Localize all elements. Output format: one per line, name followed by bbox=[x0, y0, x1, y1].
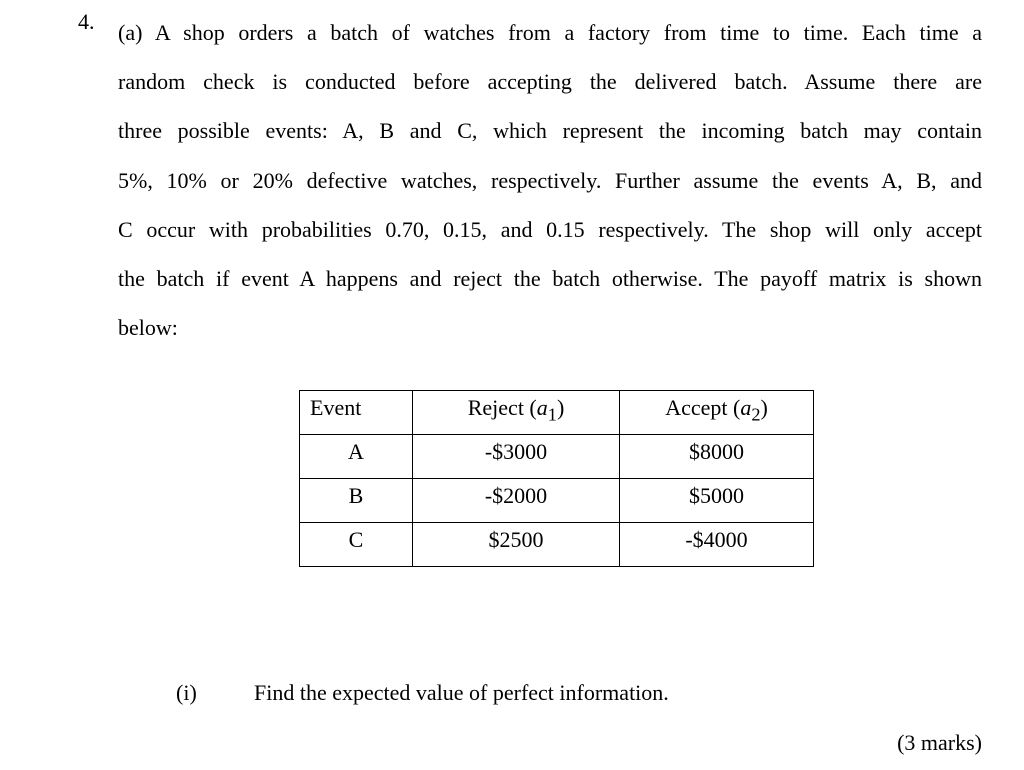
cell-event: A bbox=[300, 435, 413, 479]
question-line: C occur with probabilities 0.70, 0.15, and 0.15 respectively. The shop will only accept bbox=[118, 216, 982, 242]
question-line: below: bbox=[118, 315, 178, 341]
table-row bbox=[300, 479, 814, 523]
marks-label: (3 marks) bbox=[897, 730, 982, 755]
question-line: the batch if event A happens and reject the batch otherwise. The payoff matrix is shown bbox=[118, 265, 982, 291]
header-reject-var: a bbox=[536, 395, 548, 420]
cell-reject: -$3000 bbox=[413, 435, 620, 479]
cell-accept: $5000 bbox=[620, 479, 814, 523]
header-accept bbox=[620, 391, 814, 435]
table-row bbox=[300, 435, 814, 479]
question-number: 4. bbox=[78, 9, 95, 34]
table-row bbox=[300, 523, 814, 567]
table-header-row bbox=[300, 391, 814, 435]
payoff-matrix bbox=[299, 390, 814, 567]
cell-event: B bbox=[300, 479, 413, 523]
part-label: (i) bbox=[176, 680, 197, 705]
header-accept-var: a bbox=[740, 395, 752, 420]
question-text bbox=[118, 8, 982, 352]
header-reject-suffix: ) bbox=[556, 395, 565, 420]
question-line: 5%, 10% or 20% defective watches, respectively. Further assume the events A, B, and bbox=[118, 167, 982, 193]
header-accept-sub: 2 bbox=[751, 404, 761, 425]
question-line: random check is conducted before accepting the delivered batch. Assume there are bbox=[118, 69, 982, 95]
cell-accept: $8000 bbox=[620, 435, 814, 479]
cell-accept: -$4000 bbox=[620, 523, 814, 567]
part-text: Find the expected value of perfect information. bbox=[254, 680, 669, 705]
header-reject-sub: 1 bbox=[547, 404, 557, 425]
header-accept-prefix: Accept ( bbox=[665, 395, 741, 420]
cell-event: C bbox=[300, 523, 413, 567]
question-line: three possible events: A, B and C, which represent the incoming batch may contain bbox=[118, 118, 982, 144]
cell-reject: -$2000 bbox=[413, 479, 620, 523]
cell-reject: $2500 bbox=[413, 523, 620, 567]
header-reject-prefix: Reject ( bbox=[467, 395, 537, 420]
header-reject bbox=[413, 391, 620, 435]
question-line: (a) A shop orders a batch of watches from a factory from time to time. Each time a bbox=[118, 20, 982, 45]
header-event: Event bbox=[300, 391, 413, 435]
header-accept-suffix: ) bbox=[760, 395, 768, 420]
